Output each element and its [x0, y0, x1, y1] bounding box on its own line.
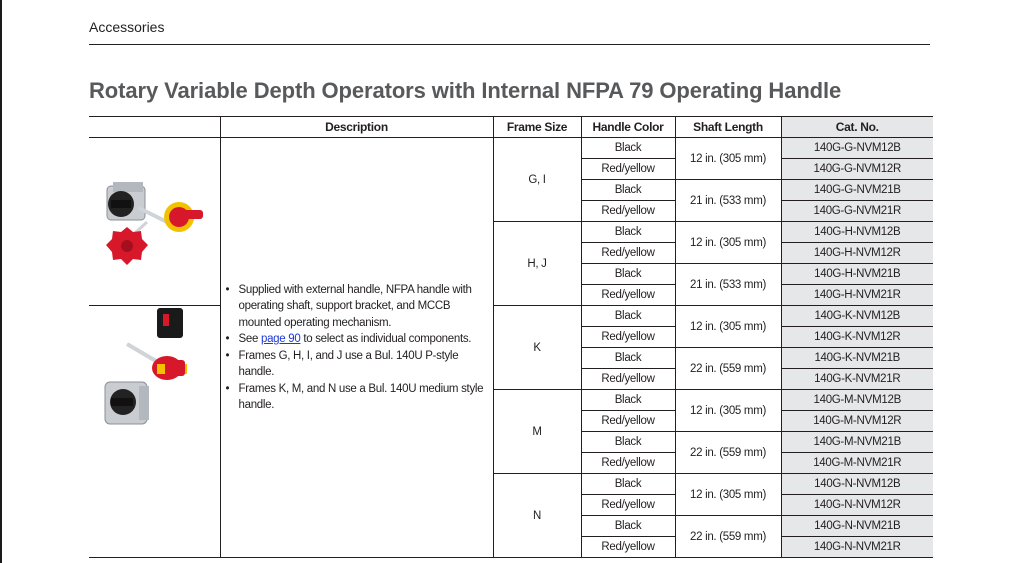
table-header-row — [89, 117, 933, 138]
p-style-rotary-operator-photo — [99, 172, 209, 272]
cat-no-cell: 140G-G-NVM21B — [781, 180, 933, 201]
cat-no-cell: 140G-H-NVM12B — [781, 222, 933, 243]
handle-color-cell: Red/yellow — [581, 159, 675, 180]
cat-no-cell: 140G-K-NVM12R — [781, 327, 933, 348]
description-bullet-2-post: to select as individual components. — [300, 333, 472, 345]
handle-color-cell: Red/yellow — [581, 285, 675, 306]
cat-no-cell: 140G-H-NVM21R — [781, 285, 933, 306]
handle-color-cell: Black — [581, 138, 675, 159]
table-row — [89, 138, 933, 159]
header-description: Description — [220, 117, 493, 138]
handle-color-cell: Black — [581, 432, 675, 453]
frame-size-cell: M — [493, 390, 581, 474]
cat-no-cell: 140G-N-NVM12B — [781, 474, 933, 495]
cat-no-cell: 140G-N-NVM12R — [781, 495, 933, 516]
shaft-length-cell: 12 in. (305 mm) — [675, 474, 781, 516]
header-handle-color: Handle Color — [581, 117, 675, 138]
description-bullet-3: • Frames G, H, I, and J use a Bul. 140U P-style handle. — [239, 348, 485, 381]
handle-color-cell: Black — [581, 348, 675, 369]
shaft-length-cell: 12 in. (305 mm) — [675, 390, 781, 432]
cat-no-cell: 140G-H-NVM12R — [781, 243, 933, 264]
description-bullet-2-pre: See — [238, 333, 261, 345]
product-photo-cell-2 — [89, 306, 220, 558]
product-photo-cell-1 — [89, 138, 220, 306]
handle-color-cell: Black — [581, 390, 675, 411]
handle-color-cell: Red/yellow — [581, 243, 675, 264]
description-cell — [220, 138, 493, 558]
frame-size-cell: K — [493, 306, 581, 390]
handle-color-cell: Black — [581, 264, 675, 285]
page-90-link[interactable]: page 90 — [260, 333, 301, 345]
handle-color-cell: Red/yellow — [581, 201, 675, 222]
handle-color-cell: Red/yellow — [581, 495, 675, 516]
shaft-length-cell: 22 in. (559 mm) — [675, 516, 781, 558]
description-bullet-4: • Frames K, M, and N use a Bul. 140U medium style handle. — [239, 381, 485, 414]
handle-color-cell: Red/yellow — [581, 411, 675, 432]
cat-no-cell: 140G-M-NVM12R — [781, 411, 933, 432]
cat-no-cell: 140G-N-NVM21B — [781, 516, 933, 537]
catalog-table — [89, 116, 933, 558]
page-edge-rule — [0, 0, 2, 563]
cat-no-cell: 140G-M-NVM21B — [781, 432, 933, 453]
cat-no-cell: 140G-K-NVM12B — [781, 306, 933, 327]
handle-color-cell: Red/yellow — [581, 369, 675, 390]
shaft-length-cell: 12 in. (305 mm) — [675, 222, 781, 264]
shaft-length-cell: 22 in. (559 mm) — [675, 432, 781, 474]
shaft-length-cell: 12 in. (305 mm) — [675, 138, 781, 180]
cat-no-cell: 140G-G-NVM12R — [781, 159, 933, 180]
handle-color-cell: Black — [581, 222, 675, 243]
handle-color-cell: Red/yellow — [581, 453, 675, 474]
table-row — [89, 306, 933, 327]
frame-size-cell: G, I — [493, 138, 581, 222]
cat-no-cell: 140G-H-NVM21B — [781, 264, 933, 285]
handle-color-cell: Black — [581, 180, 675, 201]
cat-no-cell: 140G-M-NVM12B — [781, 390, 933, 411]
cat-no-cell: 140G-G-NVM21R — [781, 201, 933, 222]
cat-no-cell: 140G-K-NVM21R — [781, 369, 933, 390]
cat-no-cell: 140G-N-NVM21R — [781, 537, 933, 558]
header-divider — [89, 44, 930, 45]
handle-color-cell: Black — [581, 516, 675, 537]
description-list — [221, 282, 493, 414]
medium-style-rotary-operator-photo — [99, 304, 209, 434]
frame-size-cell: N — [493, 474, 581, 558]
handle-color-cell: Black — [581, 474, 675, 495]
handle-color-cell: Red/yellow — [581, 537, 675, 558]
cat-no-cell: 140G-G-NVM12B — [781, 138, 933, 159]
page-title: Rotary Variable Depth Operators with Internal NFPA 79 Operating Handle — [89, 78, 842, 103]
shaft-length-cell: 22 in. (559 mm) — [675, 348, 781, 390]
handle-color-cell: Black — [581, 306, 675, 327]
shaft-length-cell: 21 in. (533 mm) — [675, 180, 781, 222]
cat-no-cell: 140G-M-NVM21R — [781, 453, 933, 474]
section-label: Accessories — [89, 19, 165, 35]
header-cat-no: Cat. No. — [781, 117, 933, 138]
description-bullet-2 — [239, 331, 485, 348]
frame-size-cell: H, J — [493, 222, 581, 306]
cat-no-cell: 140G-K-NVM21B — [781, 348, 933, 369]
header-frame-size: Frame Size — [493, 117, 581, 138]
description-bullet-1: • Supplied with external handle, NFPA handle with operating shaft, support bracket, and MCCB mounted operating mechanism. — [239, 282, 485, 332]
header-image — [89, 117, 220, 138]
shaft-length-cell: 12 in. (305 mm) — [675, 306, 781, 348]
header-shaft-length: Shaft Length — [675, 117, 781, 138]
handle-color-cell: Red/yellow — [581, 327, 675, 348]
shaft-length-cell: 21 in. (533 mm) — [675, 264, 781, 306]
